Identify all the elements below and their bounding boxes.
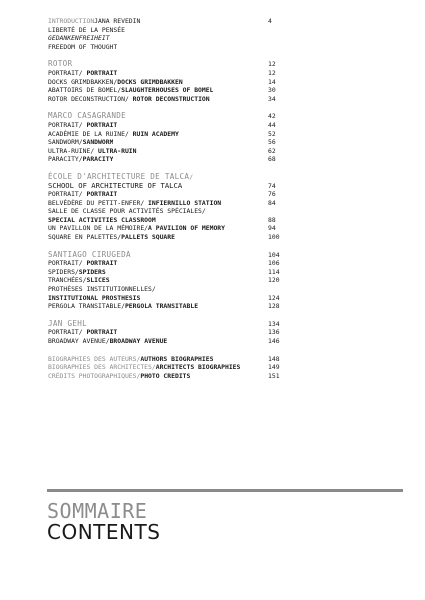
entry-title-en: INSTITUTIONAL PROSTHESIS: [48, 293, 141, 302]
entry-title-en: SPIDERS: [78, 267, 106, 276]
page-number: 74: [268, 181, 276, 190]
entry-title-en: A PAVILION OF MEMORY: [148, 224, 225, 233]
page-number: 56: [268, 138, 276, 147]
entry-title-en: RUIN ACADEMY: [132, 129, 179, 138]
entry-title-fr: SPIDERS/: [48, 267, 79, 276]
entry-title-fr: SALLE DE CLASSE POUR ACTIVITÉS SPÉCIALES/: [48, 207, 206, 216]
entry-title-fr: SANDWORM/: [48, 138, 83, 147]
entry-title-fr: DOCKS GRIMDBAKKEN/: [48, 77, 118, 86]
toc-row[interactable]: [48, 224, 284, 233]
entry-title-fr: ULTRA-RUINE/: [48, 146, 99, 155]
page-number: 104: [268, 250, 280, 259]
page-number: 12: [268, 68, 276, 77]
entry-title-en: SLAUGHTERHOUSES OF BOMEL: [121, 86, 214, 95]
page-number: 4: [268, 17, 272, 25]
entry-title-en: ROTOR DECONSTRUCTION: [132, 94, 210, 103]
entry-title-fr: PORTRAIT/: [48, 190, 87, 199]
page-number: 151: [268, 371, 280, 380]
entry-title-en: PORTRAIT: [86, 259, 118, 268]
entry-title-fr: ROTOR DECONSTRUCTION/: [48, 94, 133, 103]
toc-row[interactable]: [48, 363, 284, 372]
page-number: 68: [268, 155, 276, 164]
page-number: 134: [268, 319, 280, 328]
toc-row[interactable]: [48, 233, 284, 242]
page-number: 12: [268, 60, 276, 69]
entry-title-fr: PORTRAIT/: [48, 328, 87, 337]
entry-title-en: AUTHORS BIOGRAPHIES: [140, 354, 214, 363]
page-number: 30: [268, 86, 276, 95]
page-number: 14: [268, 77, 276, 86]
toc-row[interactable]: [48, 121, 284, 130]
toc-row[interactable]: [48, 268, 284, 277]
page-number: 34: [268, 94, 276, 103]
section-heading-marco-casagrande: [48, 112, 284, 121]
page-title-fr: SOMMAIRE: [47, 499, 148, 523]
entry-title-en: PORTRAIT: [86, 190, 118, 199]
page-number: 42: [268, 112, 276, 121]
page-number: 120: [268, 276, 280, 285]
toc-row[interactable]: [48, 276, 284, 285]
page-number: 136: [268, 328, 280, 337]
entry-title-fr: PARACITY/: [48, 155, 83, 164]
entry-title-en: SPECIAL ACTIVITIES CLASSROOM: [48, 215, 156, 224]
entry-title-fr: BROADWAY AVENUE/: [48, 337, 110, 345]
toc-row[interactable]: [48, 294, 284, 303]
entry-title-fr: ACADÉMIE DE LA RUINE/: [48, 129, 133, 138]
toc-row[interactable]: [48, 130, 284, 139]
page-number: 128: [268, 302, 280, 311]
page-number: 88: [268, 215, 276, 224]
section-heading-santiago-cirugeda: [48, 251, 284, 260]
toc-row[interactable]: [48, 78, 284, 87]
entry-title-fr: PORTRAIT/: [48, 120, 87, 129]
page-number: 44: [268, 120, 276, 129]
entry-title-en: PORTRAIT: [86, 68, 118, 77]
section-title: ROTOR: [48, 59, 73, 69]
intro-title-en: FREEDOM OF THOUGHT: [48, 42, 118, 51]
entry-title-en: PORTRAIT: [86, 328, 118, 337]
entry-title-fr: UN PAVILLON DE LA MÉMOIRE/: [48, 224, 149, 233]
entry-title-fr: BELVÉDÈRE DU PETIT-ENFER/: [48, 198, 149, 207]
intro-label: INTRODUCTION: [48, 17, 95, 25]
section-title-fr: ÉCOLE D'ARCHITECTURE DE TALCA: [48, 171, 190, 181]
entry-title-fr: BIOGRAPHIES DES AUTEURS/: [48, 354, 141, 363]
toc-row[interactable]: [48, 147, 284, 156]
intro-title-fr: LIBERTÉ DE LA PENSÉE: [48, 25, 125, 34]
entry-title-en: BROADWAY AVENUE: [109, 337, 168, 345]
entry-title-en: PORTRAIT: [86, 120, 118, 129]
page-number: 100: [268, 233, 280, 242]
entry-title-fr: PORTRAIT/: [48, 259, 87, 268]
page-number: 148: [268, 354, 280, 363]
entry-title-fr: PROTHÈSES INSTITUTIONNELLES/: [48, 285, 156, 294]
toc-row[interactable]: [48, 155, 284, 164]
section-heading-talca-en: [48, 182, 284, 191]
entry-title-en: SANDWORM: [82, 138, 114, 147]
entry-title-fr: ABATTOIRS DE BOMEL/: [48, 86, 122, 95]
entry-title-fr: CRÉDITS PHOTOGRAPHIQUES/: [48, 371, 141, 380]
page-number: 114: [268, 267, 280, 276]
section-title-slash: /: [189, 172, 194, 181]
toc-row[interactable]: [48, 190, 284, 199]
intro-author: JANA REVEDIN: [94, 17, 141, 25]
page-number: 149: [268, 363, 280, 372]
section-title-en: SCHOOL OF ARCHITECTURE OF TALCA: [48, 181, 183, 190]
entry-title-en: INFIERNILLO STATION: [148, 198, 222, 207]
toc-row[interactable]: [48, 199, 284, 208]
page-number: 52: [268, 129, 276, 138]
entry-title-en: ARCHITECTS BIOGRAPHIES: [155, 363, 241, 372]
section-heading-talca: [48, 173, 284, 182]
entry-title-fr: SQUARE EN PALETTES/: [48, 233, 122, 242]
toc-row[interactable]: [48, 259, 284, 268]
toc-row[interactable]: [48, 302, 284, 311]
page-title-en: CONTENTS: [47, 520, 161, 544]
entry-title-fr: PERGOLA TRANSITABLE/: [48, 302, 125, 311]
section-title: SANTIAGO CIRUGEDA: [48, 249, 131, 259]
toc-row[interactable]: [48, 216, 284, 225]
entry-title-fr: PORTRAIT/: [48, 68, 87, 77]
entry-title-en: DOCKS GRIMDBAKKEN: [117, 77, 183, 86]
intro-title-de: GEDANKENFREIHEIT: [48, 34, 110, 43]
entry-title-en: PALLETS SQUARE: [121, 233, 175, 242]
toc-row[interactable]: [48, 372, 284, 381]
entry-title-en: PARACITY: [82, 155, 114, 164]
entry-title-en: PERGOLA TRANSITABLE: [124, 302, 199, 311]
page-number: 106: [268, 259, 280, 268]
entry-title-en: PHOTO CREDITS: [140, 371, 191, 380]
section-heading-rotor: [48, 60, 284, 69]
entry-title-fr: TRANCHÉES/: [48, 276, 87, 285]
toc-row[interactable]: [48, 355, 284, 364]
toc-row-introduction[interactable]: [48, 17, 284, 26]
page-number: 124: [268, 293, 280, 302]
toc-row[interactable]: [48, 69, 284, 78]
table-of-contents: [48, 17, 284, 380]
page-number: 84: [268, 198, 276, 207]
entry-title-en: ULTRA-RUIN: [98, 146, 137, 155]
toc-row[interactable]: [48, 328, 284, 337]
entry-title-en: SLICES: [86, 276, 110, 285]
page-number: 76: [268, 190, 276, 199]
toc-row[interactable]: [48, 138, 284, 147]
toc-row[interactable]: [48, 337, 284, 346]
divider-rule: [47, 489, 403, 492]
toc-row[interactable]: [48, 86, 284, 95]
toc-row[interactable]: [48, 95, 284, 104]
section-title: JAN GEHL: [48, 318, 87, 328]
page-number: 94: [268, 224, 276, 233]
page-number: 146: [268, 337, 280, 345]
page-number: 62: [268, 146, 276, 155]
section-title: MARCO CASAGRANDE: [48, 111, 126, 121]
entry-title-fr: BIOGRAPHIES DES ARCHITECTES/: [48, 363, 156, 372]
section-heading-jan-gehl: [48, 320, 284, 329]
